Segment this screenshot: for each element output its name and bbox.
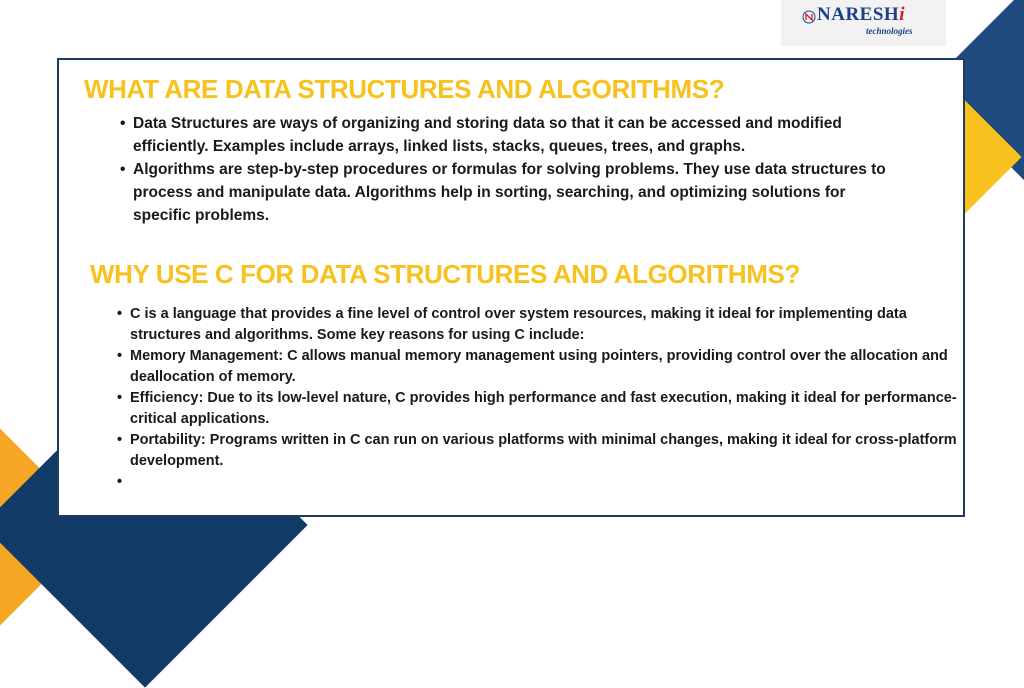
list-item: • Memory Management: C allows manual memory management using pointers, providing control over the allocation and deallocation of memory. bbox=[130, 346, 968, 388]
list-item: • Data Structures are ways of organizing and storing data so that it can be accessed and modified efficiently. Examples include arrays, linked lists, stacks, queues, trees, and graphs. bbox=[133, 112, 893, 158]
list-item: • Algorithms are step-by-step procedures or formulas for solving problems. They use data structures to process and manipulate data. Algorithms help in sorting, searching, and optimizing solutions for specific problems. bbox=[133, 158, 893, 227]
list-item-empty bbox=[130, 472, 968, 493]
company-logo bbox=[781, 0, 946, 46]
section-list-why bbox=[130, 304, 968, 493]
section-heading-what: WHAT ARE DATA STRUCTURES AND ALGORITHMS? bbox=[84, 74, 725, 104]
list-item: • C is a language that provides a fine level of control over system resources, making it ideal for implementing data structures and algorithms. Some key reasons for using C include: bbox=[130, 304, 968, 346]
logo-mark-icon bbox=[802, 10, 816, 24]
logo-subtitle: technologies bbox=[866, 26, 913, 36]
logo-name: NARESHi bbox=[817, 4, 905, 25]
list-item: • Efficiency: Due to its low-level nature, C provides high performance and fast execution, making it ideal for performance-critical applications. bbox=[130, 388, 968, 430]
section-list-what bbox=[133, 112, 893, 227]
section-heading-why: WHY USE C FOR DATA STRUCTURES AND ALGORITHMS? bbox=[90, 259, 800, 289]
list-item: • Portability: Programs written in C can run on various platforms with minimal changes, making it ideal for cross-platform development. bbox=[130, 430, 968, 472]
